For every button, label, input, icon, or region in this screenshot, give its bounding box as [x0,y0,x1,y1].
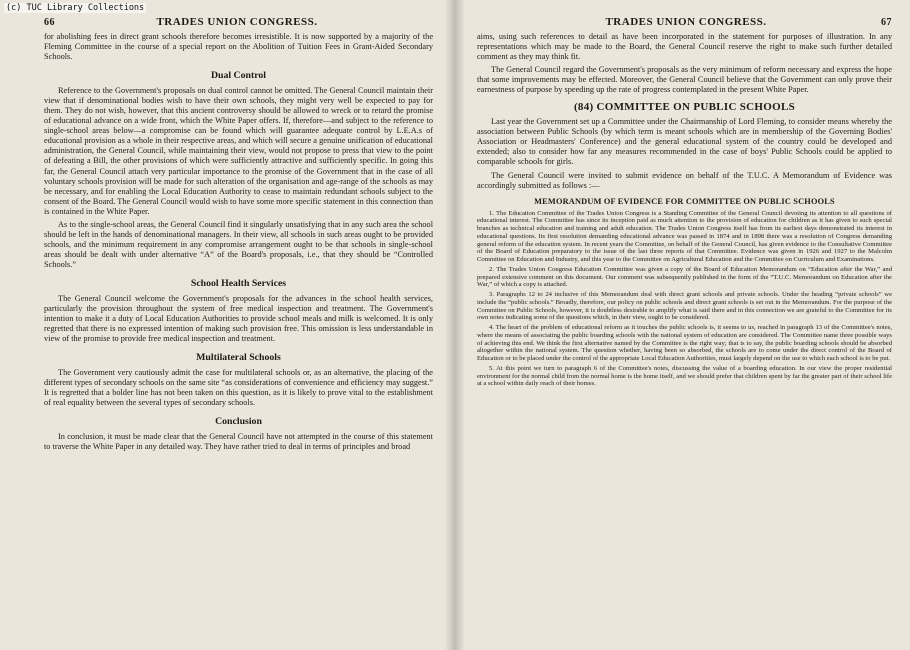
heading-dual-control: Dual Control [210,70,267,82]
memorandum-paragraph-5: 5. At this point we turn to paragraph 6 of the Committee's notes, discussing the value of a boarding education. In our view the proper residential environment for the normal child from the normal home is the home itself, and we should prefer that children spent by far the greater part of their school life at a school within daily reach of their homes. [477,364,892,388]
right-page-header [477,16,892,28]
memorandum-body [477,210,892,389]
memorandum-paragraph-2: 2. The Trades Union Congress Education Committee was given a copy of the Board of Education Memorandum on “Education after the War,” and prepared extensive comment on this document. Our comment was subsequently published in the form of the “T.U.C. Memorandum on Education after the War,” of which a copy is attached. [477,265,892,289]
paragraph-conclusion: In conclusion, it must be made clear that the General Council have not attempted in the course of this statement to traverse the White Paper in any detailed way. They have rather tried to deal in terms of principles and broad [44,432,433,452]
right-intro-paragraph-1: aims, using such references to detail as have been incorporated in the statement for purposes of illustration. In any representations which may be made to the Board, the General Council reserve the right to make such further detailed comment as they may think fit. [477,32,892,62]
right-intro-paragraph-2: The General Council regard the Government's proposals as the very minimum of reform necessary and express the hope that some improvements may be effected. Moreover, the General Council believe that the Government can only prove their earnestness of purpose by speeding up the rate of progress contemplated in the present White Paper. [477,65,892,95]
left-running-head: TRADES UNION CONGRESS. [156,16,318,28]
heading-conclusion: Conclusion [215,416,262,428]
heading-committee-on-public-schools: (84) COMMITTEE ON PUBLIC SCHOOLS [573,101,796,114]
heading-multilateral-schools: Multilateral Schools [196,352,281,364]
paragraph-multilateral: The Government very cautiously admit the case for multilateral schools or, as an alternative, the placing of the different types of secondary schools on the same site “as considerations of convenience and efficiency may suggest.” It is regretted that a bolder line has not been taken on this question, as it is likely to prove vital to the establishment of real equality between the several types of secondary schools. [44,368,433,408]
paragraph-school-health: The General Council welcome the Government's proposals for the advances in the school health services, particularly the provision throughout the system of free medical inspection and treatment. The Government's intention to make it a duty of Local Education Authorities to provide school meals and milk is welcomed. It is only regretted that there is no expressed intention of making such provision free. This omission is less understandable in view of the promise to provide free medical inspection and treatment. [44,293,433,344]
gutter-shadow-right [455,0,465,650]
left-page-number: 66 [44,17,55,28]
left-intro-paragraph: for abolishing fees in direct grant schools therefore becomes irresistible. It is now supported by a majority of the Fleming Committee in the course of a special report on the Abolition of Tuition Fees in Grant-Aided Secondary Schools. [44,32,433,62]
right-page [455,0,910,650]
paragraph-dual-control-2: As to the single-school areas, the General Council find it singularly unsatisfying that in any such area the school should be left in the hands of denominational managers. In their view, all schools in such areas ought to be provided schools, and the minimum requirement in any compromise arrangement ought to be that schools in single-school areas should be dealt with under alternative “A” of the Board's proposals, i.e., that they should be “Controlled Schools.” [44,219,433,269]
paragraph-public-schools-1: Last year the Government set up a Committee under the Chairmanship of Lord Fleming, to consider means whereby the association between Public Schools (by which term is meant schools which are in membership of the Governing Bodies' Association or Headmasters' Conference) and the general educational system of the country could be developed and extended; also to consider how far any measures recommended in the case of boys' Public Schools could be applied to comparable schools for girls. [477,117,892,167]
heading-school-health-services: School Health Services [190,277,287,289]
memorandum-paragraph-3: 3. Paragraphs 12 to 24 inclusive of this Memorandum deal with direct grant schools and private schools. Under the heading “private schools” we include the “public schools.” Broadly, therefore, our policy on public schools and direct grant schools is set out in the Memorandum. For the purpose of the Committee on Public Schools, however, it is doubtless desirable to amplify what is said there and in this connection we are grateful to the Committee for its own notes indicating some of the questions which, in their view, ought to be considered. [477,291,892,322]
left-page-header [44,16,433,28]
right-running-head: TRADES UNION CONGRESS. [605,16,767,28]
right-page-number: 67 [881,17,892,28]
memorandum-paragraph-1: 1. The Education Committee of the Trades Union Congress is a Standing Committee of the General Council devoting its attention to all questions of educational interest. The Committee has since its inception paid as much attention to the provision of education for children as it has given to such special branches as technical education and training and adult education. The Trades Union Congress itself has from its earliest days demonstrated its interest in educational questions. Its first resolution demanding educational advance was passed in 1874 and in 1898 there was a resolution of Congress demanding general reform of the education system. In recent years the Committee, on behalf of the General Council, has given evidence to the Consultative Committee of the Board of Education preparatory to the issue of the last three reports of that Committee. Evidence was given in 1926 and 1927 to the Malcolm Committee on Education and Industry, and this year to the Committee on Agricultural Education and the Committee on Curriculum and Examinations. [477,209,892,264]
memorandum-paragraph-4: 4. The heart of the problem of educational reform as it touches the public schools is, it seems to us, reached in paragraph 13 of the Committee's notes, where the means of associating the public boarding schools with the national system of education are considered. The Committee name three possible ways of achieving this end. We think the first alternative named by the Committee is the right way; that is to say, the public boarding schools should be absorbed altogether within the national system. The question whether, having been so absorbed, the schools are to come under the direct control of the Board of Education or to be placed under the control of the appropriate Local Education Authorities, must largely depend on the use to which each school is to be put. [477,324,892,363]
heading-memorandum-of-evidence: MEMORANDUM OF EVIDENCE FOR COMMITTEE ON PUBLIC SCHOOLS [534,196,835,206]
paragraph-dual-control-1: Reference to the Government's proposals on dual control cannot be omitted. The General Council maintain their view that if denominational bodies wish to have their own schools, they might very well be expected to pay for them. They do not wish, however, that this ancient controversy should be allowed to wreck or to retard the promise of educational advance on a wide front, which the White Paper offers. If, therefore—and subject to the reference to single-school areas below—a compromise can be found which will guarantee adequate control by L.E.A.s of educational provision as a whole in their respective areas, and which will secure a genuine unification of educational administration, the General Council, while maintaining their view, would not propose to press that view to the point of defeating a Bill, the other provisions of which were sufficiently attractive and sufficiently specific. In going this far, the General Council attach very particular importance to the promise of the Government that in the case of all voluntary schools provision will be made for such alteration of the organisation and age-range of the schools as may be necessary, and for enabling the Local Education Authority to cease to maintain redundant schools subject to the consent of the Board. The General Council would wish to have some more specific statement in this connection than is contained in the White Paper. [44,86,433,216]
paragraph-public-schools-2: The General Council were invited to submit evidence on behalf of the T.U.C. A Memorandum of Evidence was accordingly submitted as follows :— [477,170,892,190]
gutter-shadow-left [445,0,455,650]
watermark: (c) TUC Library Collections [6,3,145,13]
